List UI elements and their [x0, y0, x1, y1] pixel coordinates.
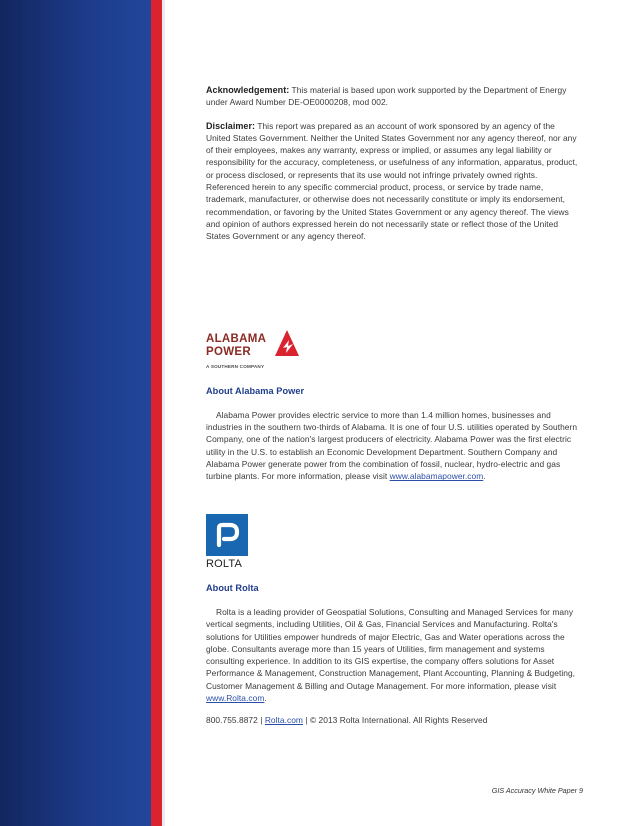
contact-phone: 800.755.8872 |	[206, 715, 265, 726]
alabama-power-mark-icon	[274, 329, 300, 357]
rolta-heading: About Rolta	[206, 582, 259, 593]
page-footer: GIS Accuracy White Paper 9	[491, 786, 583, 795]
alabama-paragraph	[206, 409, 580, 483]
side-band-blue	[0, 0, 151, 826]
acknowledgement-label: Acknowledgement:	[206, 85, 290, 95]
acknowledgement-text: This material is based upon work supported by the Department of Energy under Award Number DE-OE0000208, mod 002.	[206, 85, 567, 108]
alabama-text: Alabama Power provides electric service to more than 1.4 million homes, businesses and industries in the southern two-thirds of Alabama. It is one of four U.S. utilities operated by Southern Company, one of the nation's largest producers of electricity. Alabama Power was the first electric utility in the U.S. to establish an Economic Development Department. Southern Company and Alabama Power generate power from the combination of fossil, nuclear, hydro-electric and gas turbine plants. For more information, please visit	[206, 409, 578, 482]
alabama-logo-word-2: POWER	[206, 345, 251, 358]
alabama-power-link[interactable]: www.alabamapower.com	[389, 471, 484, 482]
contact-line	[206, 714, 580, 726]
rolta-mark-icon	[206, 514, 248, 556]
rolta-logo-square	[206, 514, 248, 556]
page-content	[206, 84, 580, 727]
disclaimer-label: Disclaimer:	[206, 120, 256, 131]
alabama-end: .	[483, 471, 486, 482]
disclaimer-paragraph	[206, 120, 580, 243]
contact-copyright: | © 2013 Rolta International. All Rights Reserved	[302, 715, 488, 726]
alabama-power-logo	[206, 329, 302, 373]
disclaimer-text: This report was prepared as an account of work sponsored by an agency of the United States Government. Neither the United States Government nor any agency thereof, nor any of their employees, makes any warranty, express or implied, or assumes any legal liability or responsibility for the accuracy, completeness, or usefulness of any information, apparatus, product, or process disclosed, or represents that its use would not infringe privately owned rights. Referenced herein to any specific commercial product, process, or service by trade name, trademark, manufacturer, or otherwise does not necessarily constitute or imply its endorsement, recommendation, or favoring by the United States Government or any agency thereof. The views and opinion of authors expressed herein do not necessarily state or reflect those of the United States Government or any agency thereof.	[206, 120, 578, 242]
rolta-text: Rolta is a leading provider of Geospatial Solutions, Consulting and Managed Services for many vertical segments, including Utilities, Oil & Gas, Financial Services and Manufacturing. Rolta's solutions for Utilities empower hundreds of major Electric, Gas and Water operations across the globe. Consultants average more than 15 years of Utilities, firm management and systems consulting experience. In addition to its GIS expertise, the company offers solutions for Asset Performance & Management, Construction Management, Plant Accounting, Planning & Budgeting, Customer Management & Billing and Outage Management. For more information, please visit	[206, 606, 576, 691]
rolta-paragraph	[206, 606, 580, 704]
contact-rolta-link[interactable]: Rolta.com	[264, 715, 303, 726]
rolta-end: .	[264, 693, 267, 704]
side-stripe-white	[162, 0, 165, 826]
acknowledgement-paragraph	[206, 84, 580, 109]
rolta-logo	[206, 514, 250, 574]
side-stripe-red	[151, 0, 162, 826]
rolta-link[interactable]: www.Rolta.com	[206, 693, 265, 704]
alabama-logo-subtitle: A SOUTHERN COMPANY	[206, 363, 265, 369]
rolta-logo-word: ROLTA	[206, 557, 243, 570]
alabama-logo-word-1: ALABAMA	[206, 332, 267, 345]
alabama-heading: About Alabama Power	[206, 385, 305, 396]
